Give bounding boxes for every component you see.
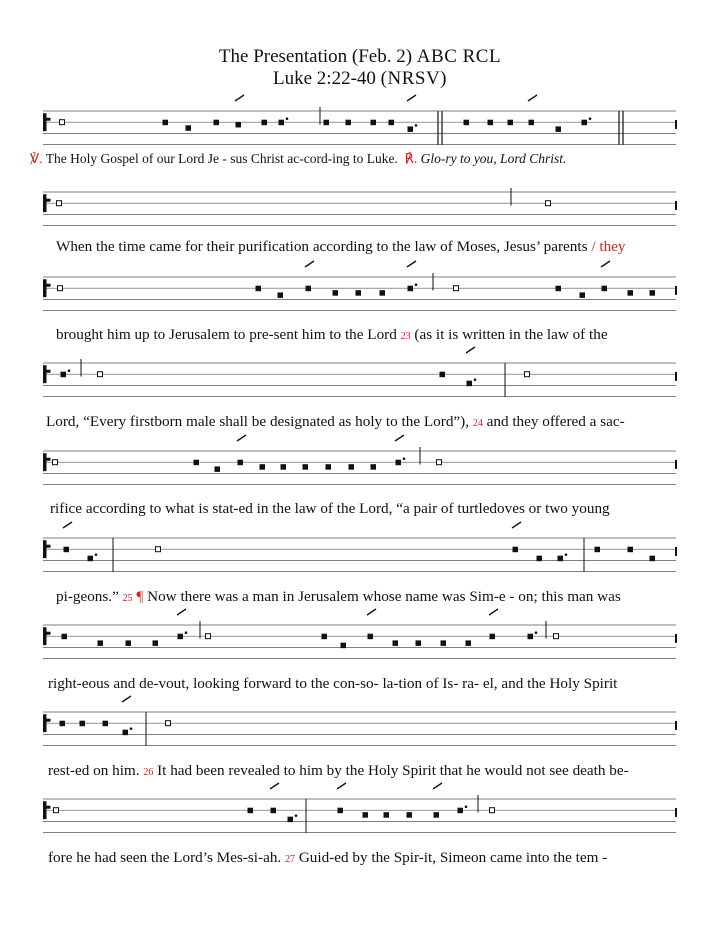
response-text: Glo-ry to you, Lord Christ. (420, 151, 567, 166)
accent-mark (407, 261, 416, 267)
note-dot (535, 631, 538, 634)
verse-number: 26 (143, 767, 154, 778)
open-note (454, 286, 459, 291)
chant-note (260, 464, 266, 470)
chant-note (288, 817, 294, 823)
note-dot (68, 369, 71, 372)
accent-mark (433, 783, 442, 789)
chant-note (490, 634, 496, 640)
lyric-line-6 (56, 588, 720, 606)
chant-note (163, 120, 169, 126)
accent-mark (407, 95, 416, 101)
lyric-text: brought him up to Jerusalem to pre-sent him to the Lord (56, 326, 397, 343)
open-note (437, 460, 442, 465)
chant-note (214, 120, 220, 126)
chant-note (338, 808, 344, 814)
open-note (546, 201, 551, 206)
lyric-line-1 (30, 151, 720, 167)
c-clef-tick (47, 118, 51, 121)
response-symbol: ℟. (404, 151, 418, 166)
c-clef-tick (47, 458, 51, 461)
note-dot (185, 631, 188, 634)
verse-number: 25 (122, 593, 133, 604)
c-clef-tick (47, 719, 51, 722)
c-clef (43, 365, 47, 383)
lyric-line-3 (56, 326, 720, 344)
open-note (58, 286, 63, 291)
lyric-line-7 (48, 675, 720, 693)
chant-note (650, 290, 656, 296)
accent-mark (122, 696, 131, 702)
versicle-symbol: ℣. (30, 151, 43, 166)
chant-note (322, 634, 328, 640)
chant-note (64, 547, 70, 553)
chant-note (178, 634, 184, 640)
title-version: (NRSV) (380, 68, 447, 89)
chant-note (215, 466, 221, 472)
open-note (166, 721, 171, 726)
c-clef-tick (47, 370, 51, 373)
lyric-text: right-eous and de-vout, looking forward to the con-so- la-tion of Is- ra- el, and the Holy Spirit (48, 675, 618, 692)
chant-note (194, 460, 200, 466)
chant-note (393, 640, 399, 646)
chant-note (602, 286, 608, 292)
lyric-line-8 (48, 762, 720, 780)
lyric-text: rifice according to what is stat-ed in the law of the Lord, “a pair of turtledoves or two young (50, 500, 610, 517)
lyric-text: It had been revealed to him by the Holy Spirit that he would not see death be- (157, 762, 629, 779)
chant-note (582, 120, 588, 126)
accent-mark (305, 261, 314, 267)
chant-note (262, 120, 268, 126)
chant-note (384, 812, 390, 818)
chant-note (341, 643, 347, 649)
open-note (98, 372, 103, 377)
chant-note (278, 292, 284, 298)
note-dot (465, 805, 468, 808)
lyric-text: Guid-ed by the Spir-it, Simeon came into the tem - (298, 849, 608, 866)
c-clef (43, 279, 47, 297)
lyric-text: fore he had seen the Lord’s Mes-si-ah. (48, 849, 282, 866)
c-clef-tick (47, 199, 51, 202)
accent-mark (512, 522, 521, 528)
chant-note (513, 547, 519, 553)
chant-note (153, 640, 159, 646)
lyric-text: and they offered a sac- (486, 413, 625, 430)
chant-note (271, 808, 277, 814)
c-clef (43, 627, 47, 645)
c-clef-tick (47, 545, 51, 548)
note-dot (474, 378, 477, 381)
accent-mark (177, 609, 186, 615)
chant-note (537, 556, 543, 562)
chant-note (556, 286, 562, 292)
chant-note (441, 640, 447, 646)
title-tag: ABC RCL (416, 46, 502, 67)
chant-note (324, 120, 330, 126)
note-dot (95, 553, 98, 556)
note-dot (403, 457, 406, 460)
chant-note (346, 120, 352, 126)
chant-note (408, 126, 414, 132)
chant-note (363, 812, 369, 818)
chant-note (62, 634, 68, 640)
c-clef (43, 801, 47, 819)
chant-note (628, 290, 634, 296)
chant-note (356, 290, 362, 296)
chant-note (123, 730, 129, 736)
lyric-text: Lord, “Every firstborn male shall be designated as holy to the Lord”), (46, 413, 470, 430)
note-dot (286, 117, 289, 120)
chant-note (256, 286, 262, 292)
chant-note (467, 381, 473, 387)
note-dot (565, 553, 568, 556)
chant-note (238, 460, 244, 466)
pilcrow-mark: ¶ (136, 588, 144, 605)
open-note (54, 808, 59, 813)
verse-number: 24 (472, 418, 483, 429)
lyric-text: (as it is written in the law of the (414, 326, 608, 343)
chant-note (248, 808, 254, 814)
chant-note (650, 556, 656, 562)
accent-mark (466, 347, 475, 353)
title-reference: Luke 2:22-40 (273, 68, 376, 89)
chant-note (408, 286, 414, 292)
lyric-text: When the time came for their purification according to the law of Moses, Jesus’ parents (56, 238, 588, 255)
open-note (554, 634, 559, 639)
versicle-text: The Holy Gospel of our Lord Je - sus Christ ac-cord-ing to Luke. (45, 151, 398, 166)
chant-note (306, 286, 312, 292)
open-note (156, 547, 161, 552)
chant-note (61, 372, 67, 378)
chant-note (528, 634, 534, 640)
chant-note (396, 460, 402, 466)
chant-note (628, 547, 634, 553)
chant-note (281, 464, 287, 470)
c-clef (43, 453, 47, 471)
accent-mark (395, 435, 404, 441)
note-dot (415, 283, 418, 286)
chant-note (103, 721, 109, 727)
chant-note (466, 640, 472, 646)
lyric-line-5 (50, 500, 720, 518)
verse-number: 27 (285, 854, 296, 865)
chant-note (580, 292, 586, 298)
chant-note (529, 120, 535, 126)
chant-note (371, 120, 377, 126)
chant-note (440, 372, 446, 378)
chant-note (371, 464, 377, 470)
chant-note (326, 464, 332, 470)
chant-note (558, 556, 564, 562)
chant-note (464, 120, 470, 126)
chant-note (80, 721, 86, 727)
chant-note (236, 122, 242, 128)
chant-note (389, 120, 395, 126)
chant-note (333, 290, 339, 296)
chant-note (88, 556, 94, 562)
accent-mark (528, 95, 537, 101)
c-clef (43, 113, 47, 131)
c-clef (43, 194, 47, 212)
chant-note (556, 126, 562, 132)
verse-number: 23 (400, 331, 411, 342)
note-dot (130, 727, 133, 730)
chant-note (368, 634, 374, 640)
chant-note (407, 812, 413, 818)
chant-note (416, 640, 422, 646)
note-dot (589, 117, 592, 120)
open-note (490, 808, 495, 813)
alternate-text: / they (591, 238, 626, 255)
note-dot (415, 124, 418, 127)
chant-note (508, 120, 514, 126)
lyric-text: rest-ed on him. (48, 762, 140, 779)
chant-note (98, 640, 104, 646)
chant-note (488, 120, 494, 126)
accent-mark (235, 95, 244, 101)
chant-note (595, 547, 601, 553)
chant-note (380, 290, 386, 296)
open-note (206, 634, 211, 639)
chant-note (434, 812, 440, 818)
chant-note (279, 120, 285, 126)
accent-mark (489, 609, 498, 615)
lyric-line-2 (56, 238, 720, 256)
chant-note (458, 808, 464, 814)
title-text: The Presentation (Feb. 2) (218, 46, 413, 67)
accent-mark (237, 435, 246, 441)
lyric-line-9 (48, 849, 720, 867)
open-note (57, 201, 62, 206)
lyric-text: pi-geons.” (56, 588, 119, 605)
c-clef (43, 714, 47, 732)
open-note (60, 120, 65, 125)
chant-note (303, 464, 309, 470)
accent-mark (63, 522, 72, 528)
lyric-line-4 (46, 413, 720, 431)
accent-mark (270, 783, 279, 789)
open-note (53, 460, 58, 465)
accent-mark (367, 609, 376, 615)
accent-mark (601, 261, 610, 267)
chant-note (126, 640, 132, 646)
c-clef-tick (47, 806, 51, 809)
c-clef-tick (47, 632, 51, 635)
chant-note (349, 464, 355, 470)
open-note (525, 372, 530, 377)
chant-note (186, 125, 192, 131)
c-clef (43, 540, 47, 558)
accent-mark (337, 783, 346, 789)
chant-note (60, 721, 66, 727)
note-dot (295, 814, 298, 817)
c-clef-tick (47, 284, 51, 287)
lyric-text: Now there was a man in Jerusalem whose name was Sim-e - on; this man was (147, 588, 621, 605)
